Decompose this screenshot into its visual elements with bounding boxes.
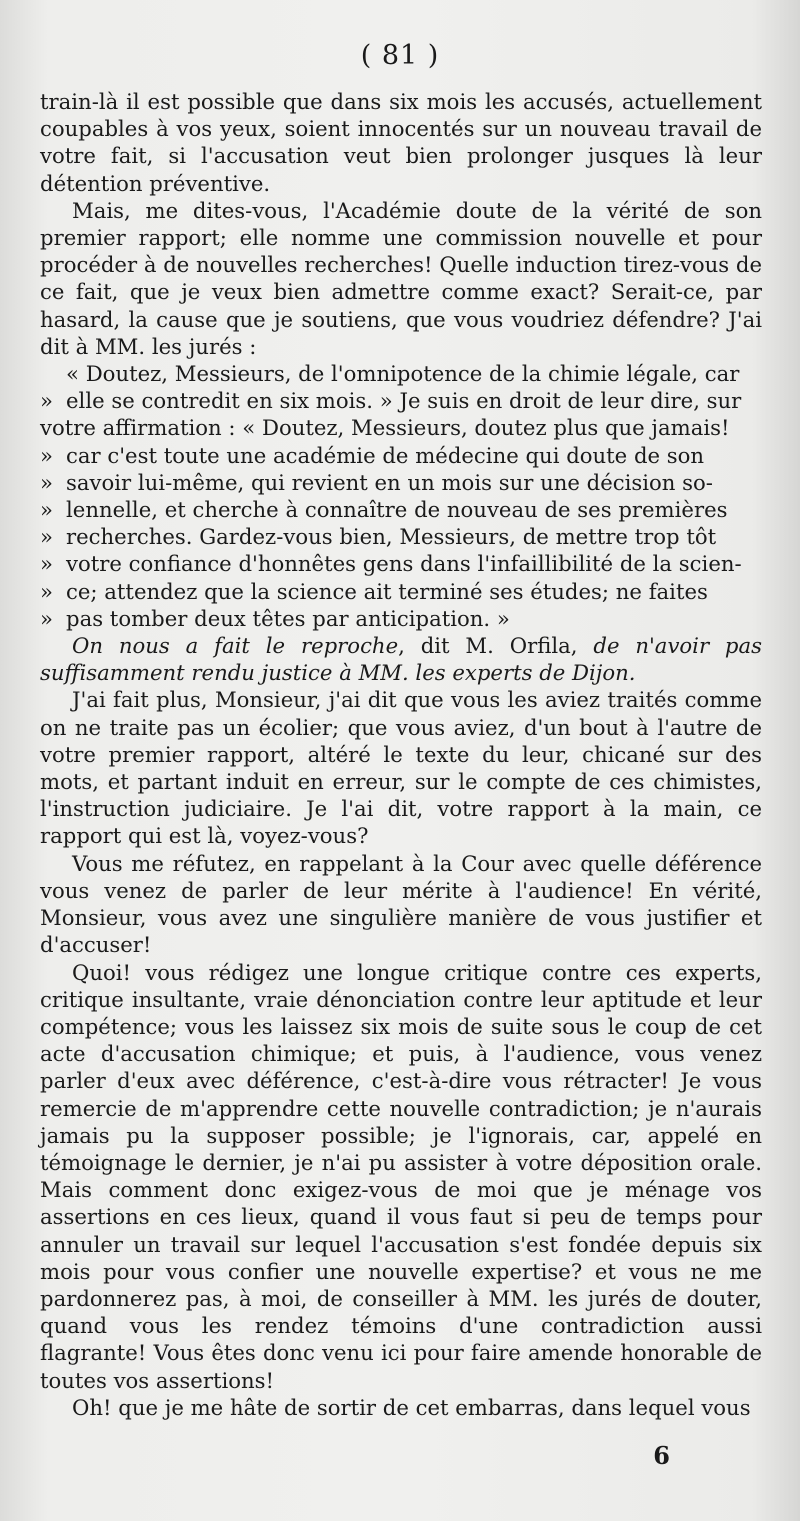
paragraph: train-là il est possible que dans six mois les accusés, actuellement coupables à vos yeux, soient innocentés sur un nouveau travail de votre fait, si l'accusation veut bien prolonger jusques là leur détention préventive. xyxy=(40,89,762,196)
quote-line: votre affirmation : « Doutez, Messieurs, doutez plus que jamais! xyxy=(40,415,730,441)
italic-phrase: de n'avoir pas suffisamment rendu justice à MM. les experts de Dijon. xyxy=(40,633,762,686)
quote-line: » savoir lui-même, qui revient en un mois sur une décision so- xyxy=(40,469,762,496)
paragraph: Mais, me dites-vous, l'Académie doute de la vérité de son premier rapport; elle nomme une commission nouvelle et pour procéder à de nouvelles recherches! Quelle induction tirez-vous de ce fait, que je veux bien admettre comme exact? Serait-ce, par hasard, la cause que je soutiens, que vous voudriez défendre? J'ai dit à MM. les jurés : xyxy=(40,197,762,359)
paragraph: Oh! que je me hâte de sortir de cet embarras, dans lequel vous xyxy=(72,1394,751,1420)
paragraph: J'ai fait plus, Monsieur, j'ai dit que vous les aviez traités comme on ne traite pas un écolier; que vous aviez, d'un bout à l'autre de votre premier rapport, altéré le texte du leur, chicané sur des mots, et partant induit en erreur, sur le compte de ces chimistes, l'instruction judiciaire. Je l'ai dit, votre rapport à la main, ce rapport qui est là, voyez-vous? xyxy=(40,687,762,849)
quote-line: » lennelle, et cherche à connaître de nouveau de ses premières xyxy=(40,496,762,523)
quote-line: « Doutez, Messieurs, de l'omnipotence de la chimie légale, car xyxy=(66,361,740,387)
paragraph: Quoi! vous rédigez une longue critique contre ces experts, critique insultante, vraie dénonciation contre leur aptitude et leur compétence; vous les laissez six mois de suite sous le coup de cet acte d'accusation chimique; et puis, à l'audience, vous venez parler d'eux avec déférence, c'est-à-dire vous rétracter! Je vous remercie de m'apprendre cette nouvelle contradiction; je n'aurais jamais pu la supposer possible; je l'ignorais, car, appelé en témoignage le dernier, je n'ai pu assister à votre déposition orale. Mais comment donc exigez-vous de moi que je ménage vos assertions en ces lieux, quand il vous faut si peu de temps pour annuler un travail sur lequel l'accusation s'est fondée depuis six mois pour vous confier une nouvelle expertise? et vous ne me pardonnerez pas, à moi, de conseiller à MM. les jurés de douter, quand vous les rendez témoins d'une contradiction aussi flagrante! Vous êtes donc venu ici pour faire amende honorable de toutes vos assertions! xyxy=(40,959,762,1393)
paragraph: Vous me réfutez, en rappelant à la Cour avec quelle déférence vous venez de parler de leur mérite à l'audience! En vérité, Monsieur, vous avez une singulière manière de vous justifier et d'accuser! xyxy=(40,850,762,958)
quote-line: » elle se contredit en six mois. » Je suis en droit de leur dire, sur xyxy=(40,387,762,414)
paragraph xyxy=(40,632,762,686)
quote-line: » ce; attendez que la science ait terminé ses études; ne faites xyxy=(40,578,762,605)
signature-mark: 6 xyxy=(653,1441,670,1470)
quote-line: » pas tomber deux têtes par anticipation. » xyxy=(40,605,762,632)
italic-phrase: On nous a fait le reproche xyxy=(72,633,399,659)
page-number: ( 81 ) xyxy=(360,40,440,71)
attribution: , dit M. Orfila, xyxy=(398,633,594,659)
page-body xyxy=(40,88,762,1421)
quote-line: » votre confiance d'honnêtes gens dans l'infaillibilité de la scien- xyxy=(40,550,762,577)
quote-line: » recherches. Gardez-vous bien, Messieurs, de mettre trop tôt xyxy=(40,523,762,550)
quote-line: » car c'est toute une académie de médecine qui doute de son xyxy=(40,442,762,469)
